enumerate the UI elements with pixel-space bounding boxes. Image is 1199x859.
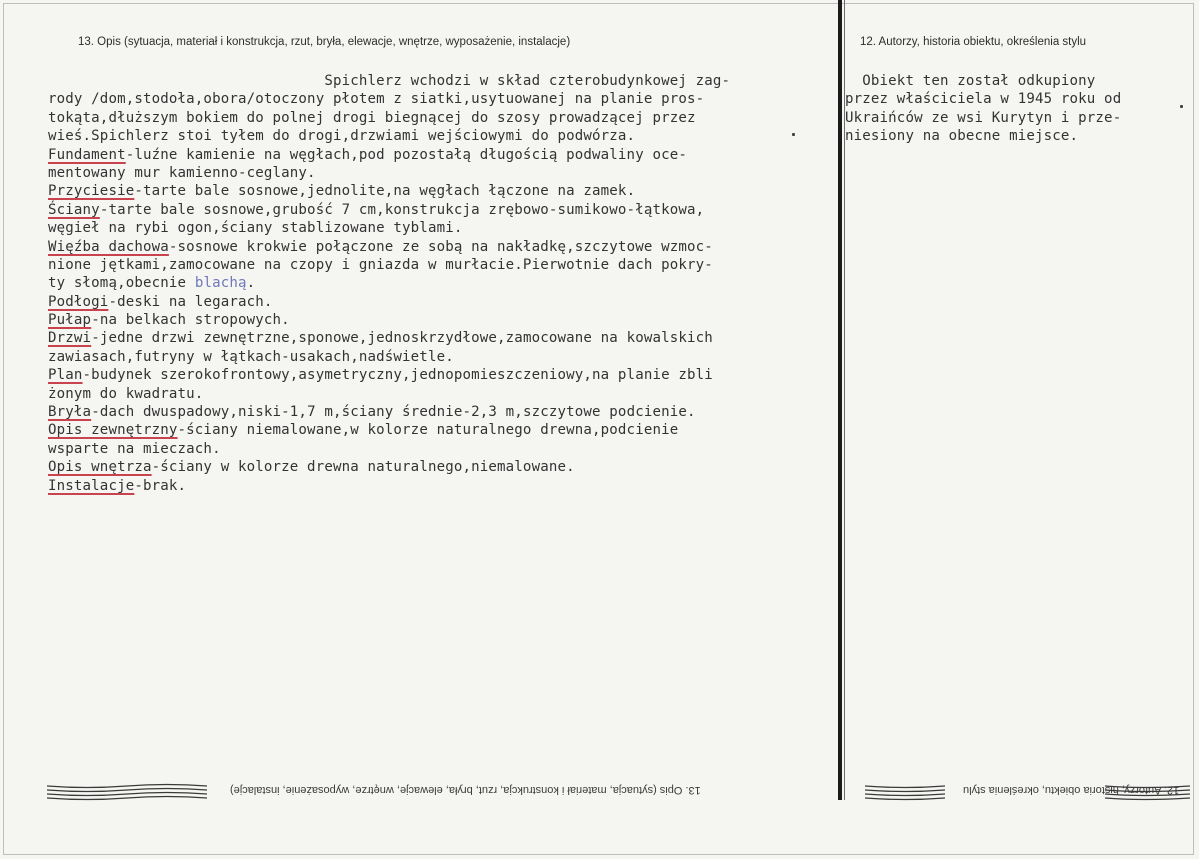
description-line (48, 201, 848, 219)
underlined-heading: Więźba dachowa (48, 238, 169, 255)
description-line (48, 348, 848, 366)
underlined-heading: Opis zewnętrzny (48, 422, 178, 439)
section-13-header: 13. Opis (sytuacja, materiał i konstrukcja, rzut, bryła, elewacje, wnętrze, wyposażenie, instalacje) (78, 36, 571, 48)
blue-ink-word: blachą (194, 275, 247, 292)
underlined-heading: Podłogi (48, 293, 109, 310)
description-line (48, 366, 848, 384)
line-text: węgieł na rybi ogon,ściany stablizowane tyblami. (48, 220, 463, 237)
line-text: -luźne kamienie na węgłach,pod pozostałą długością podwaliny oce- (125, 146, 688, 163)
history-line: niesiony na obecne miejsce. (845, 128, 1079, 145)
line-text: -dach dwuspadowy,niski-1,7 m,ściany średnie-2,3 m,szczytowe podcienie. (91, 404, 696, 421)
description-line (48, 421, 848, 439)
section-12-header: 12. Autorzy, historia obiektu, określenia stylu (860, 36, 1087, 48)
underlined-heading: Fundament (48, 146, 126, 163)
description-line (48, 256, 848, 274)
line-text: -jedne drzwi zewnętrzne,sponowe,jednoskrzydłowe,zamocowane na kowalskich (91, 330, 713, 347)
underlined-heading: Ściany (48, 201, 100, 218)
line-text: wieś.Spichlerz stoi tyłem do drogi,drzwiami wejściowymi do podwórza. (48, 128, 636, 145)
line-text: zawiasach,futryny w łątkach-usakach,nadświetle. (48, 348, 454, 365)
underlined-heading: Przyciesie (48, 183, 135, 200)
description-line (48, 219, 848, 237)
history-line: przez właściciela w 1945 roku od (845, 91, 1122, 108)
description-line (48, 109, 848, 127)
line-text: -budynek szerokofrontowy,asymetryczny,jednopomieszczeniowy,na planie zbli (82, 367, 713, 384)
underlined-heading: Plan (48, 367, 83, 384)
line-text: -tarte bale sosnowe,jednolite,na węgłach łączone na zamek. (134, 183, 636, 200)
line-text: nione jętkami,zamocowane na czopy i gniazda w murłacie.Pierwotnie dach pokry- (48, 256, 713, 273)
description-line (48, 440, 848, 458)
history-line: Ukraińców ze wsi Kurytyn i prze- (845, 109, 1122, 126)
line-text: -ściany niemalowane,w kolorze naturalnego drewna,podcienie (177, 422, 679, 439)
description-line (48, 403, 848, 421)
line-text: -na belkach stropowych. (91, 312, 290, 329)
card-bottom-edge (45, 780, 1195, 802)
line-text: -brak. (134, 477, 187, 494)
description-line (48, 458, 848, 476)
description-line (48, 293, 848, 311)
line-text: mentowany mur kamienno-ceglany. (48, 164, 316, 181)
description-typed-text (48, 72, 848, 495)
line-text: -sosnowe krokwie połączone ze sobą na nakładkę,szczytowe wzmoc- (168, 238, 713, 255)
underlined-heading: Opis wnętrza (48, 459, 152, 476)
line-text: Spichlerz wchodzi w skład czterobudynkowej zag- (48, 73, 731, 89)
description-line (48, 127, 848, 145)
dot-mark (1180, 105, 1183, 108)
description-line (48, 311, 848, 329)
description-line (48, 329, 848, 347)
description-line (48, 90, 848, 108)
line-text: wsparte na mieczach. (48, 440, 221, 457)
description-line (48, 238, 848, 256)
footer-mirrored-section-12: 12. Autorzy, historia obiektu, określenia stylu (963, 784, 1180, 796)
line-text: ty słomą,obecnie (48, 275, 195, 292)
line-text: -ściany w kolorze drewna naturalnego,niemalowane. (151, 459, 575, 476)
underlined-heading: Instalacje (48, 477, 135, 494)
line-text: rody /dom,stodoła,obora/otoczony płotem z siatki,usytuowanej na planie pros- (48, 91, 705, 108)
description-line (48, 164, 848, 182)
history-typed-text (845, 72, 1195, 146)
line-text: -deski na legarach. (108, 293, 273, 310)
dot-mark (792, 133, 795, 136)
description-line (48, 182, 848, 200)
description-line (48, 385, 848, 403)
underlined-heading: Pułap (48, 312, 92, 329)
description-line (48, 146, 848, 164)
description-line (48, 72, 848, 90)
line-text: . (246, 275, 256, 292)
footer-mirrored-section-13: 13. Opis (sytuacja, materiał i konstrukcja, rzut, bryła, elewacje, wnętrze, wyposażenie, instalacje) (230, 784, 701, 796)
line-text: tokąta,dłuższym bokiem do polnej drogi biegnącej do szosy prowadzącej przez (48, 109, 696, 126)
underlined-heading: Bryła (48, 404, 92, 421)
history-line: Obiekt ten został odkupiony (845, 73, 1096, 89)
line-text: żonym do kwadratu. (48, 385, 204, 402)
description-line (48, 477, 848, 495)
underlined-heading: Drzwi (48, 330, 92, 347)
line-text: -tarte bale sosnowe,grubość 7 cm,konstrukcja zrębowo-sumikowo-łątkowa, (99, 201, 705, 218)
description-line (48, 274, 848, 292)
